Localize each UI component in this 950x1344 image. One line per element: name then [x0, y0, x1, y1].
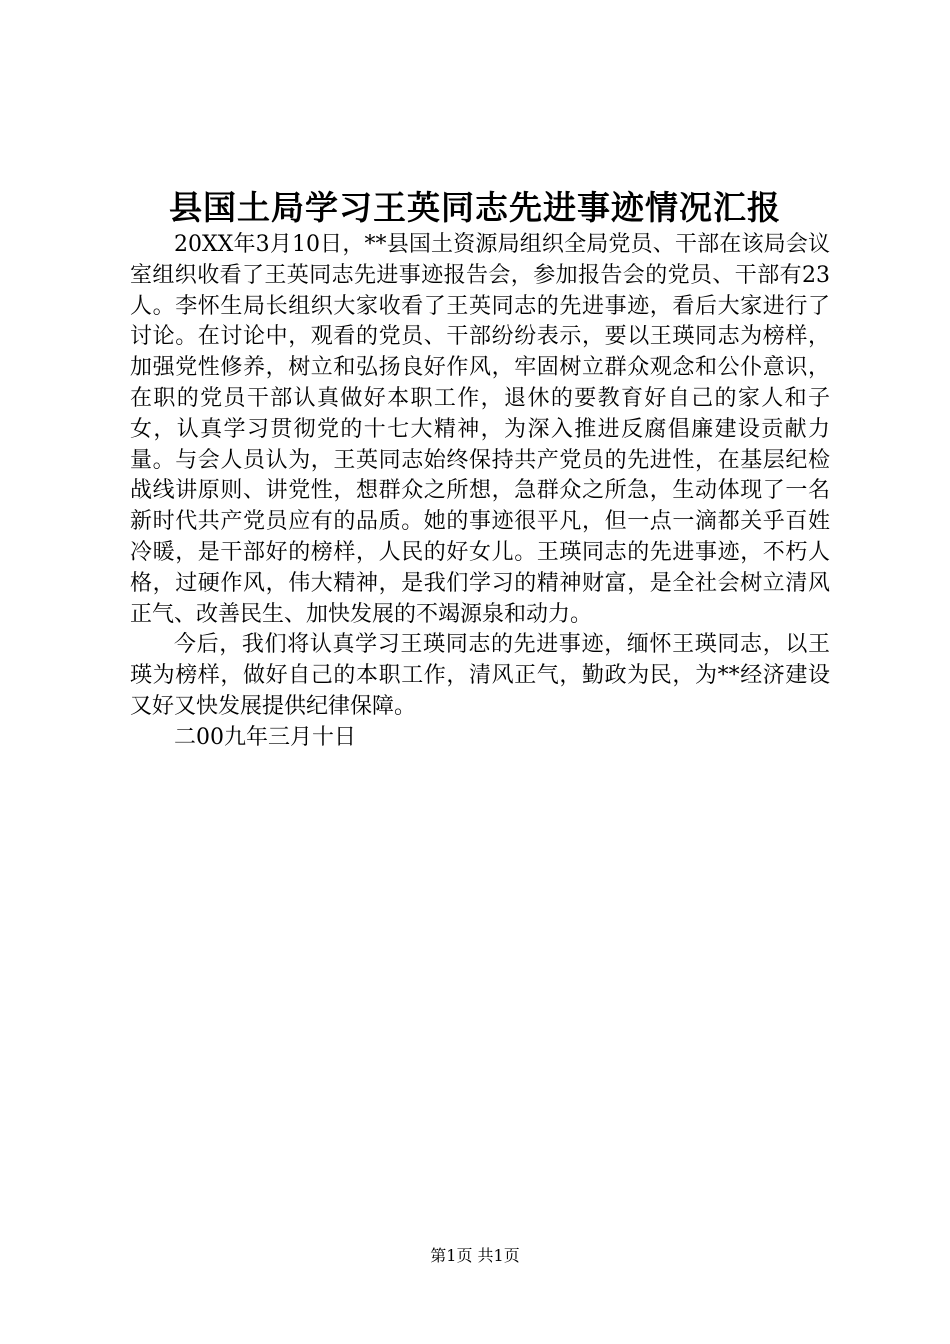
paragraph-1: 20XX年3月10日，**县国土资源局组织全局党员、干部在该局会议室组织收看了王英同志先进事迹报告会，参加报告会的党员、干部有23人。李怀生局长组织大家收看了王英同志的先进事迹，看后大家进行了讨论。在讨论中，观看的党员、干部纷纷表示，要以王瑛同志为榜样，加强党性修养，树立和弘扬良好作风，牢固树立群众观念和公仆意识，在职的党员干部认真做好本职工作，退休的要教育好自己的家人和子女，认真学习贯彻党的十七大精神，为深入推进反腐倡廉建设贡献力量。与会人员认为，王英同志始终保持共产党员的先进性，在基层纪检战线讲原则、讲党性，想群众之所想，急群众之所急，生动体现了一名新时代共产党员应有的品质。她的事迹很平凡，但一点一滴都关乎百姓冷暖，是干部好的榜样，人民的好女儿。王瑛同志的先进事迹，不朽人格，过硬作风，伟大精神，是我们学习的精神财富，是全社会树立清风正气、改善民生、加快发展的不竭源泉和动力。 [130, 232, 830, 627]
document-body [130, 230, 830, 754]
document-title: 县国土局学习王英同志先进事迹情况汇报 [169, 188, 781, 227]
paragraph-2: 今后，我们将认真学习王瑛同志的先进事迹，缅怀王瑛同志，以王瑛为榜样，做好自己的本职工作，清风正气，勤政为民，为**经济建设又好又快发展提供纪律保障。 [130, 632, 830, 719]
page-footer: 第1页 共1页 [430, 1246, 520, 1265]
document-date: 二00九年三月十日 [174, 724, 356, 750]
